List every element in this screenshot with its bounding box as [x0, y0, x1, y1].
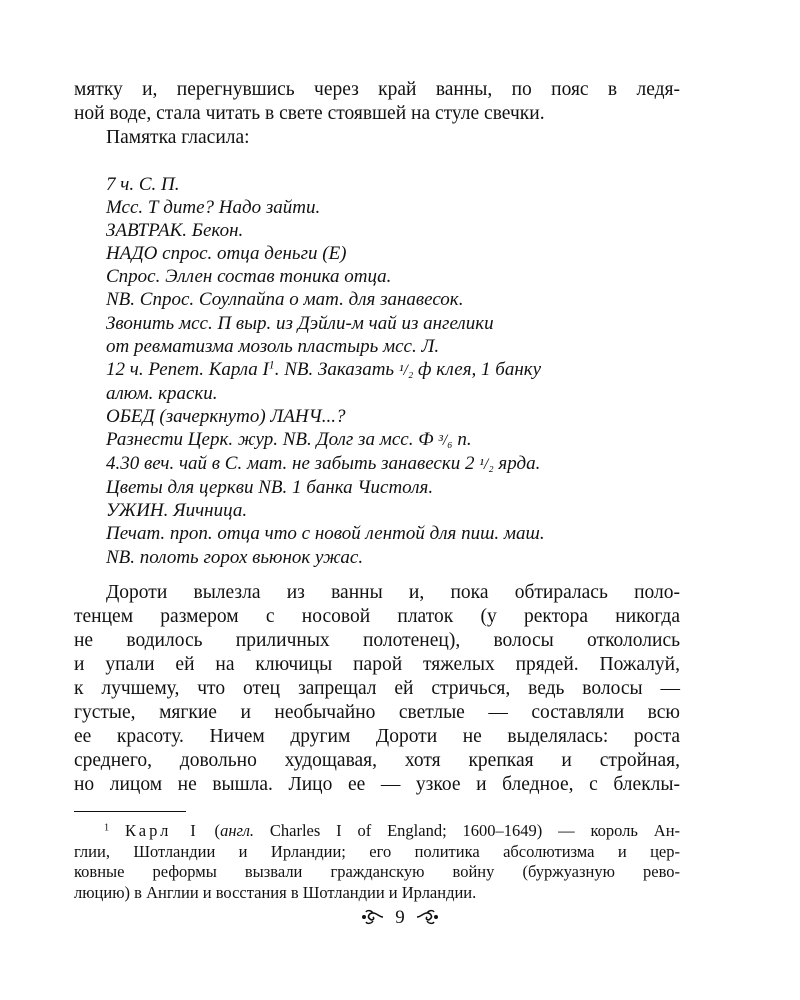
ornament-left-icon — [361, 909, 385, 925]
footnote-line — [74, 821, 680, 842]
footnote-text: ( — [198, 821, 221, 840]
memo-text: ф клея, 1 банку — [413, 358, 542, 380]
memo-line — [106, 358, 545, 382]
memo-line: Мсс. Т дите? Надо зайти. — [106, 197, 321, 219]
memo-text: п. — [452, 429, 472, 451]
memo-line: от ревматизма мозоль пластырь мсс. Л. — [106, 335, 440, 357]
fraction: ¹/₂ — [398, 361, 414, 379]
footnote-line: люцию) в Англии и восстания в Шотландии и Ирландии. — [74, 882, 477, 902]
memo-text: . NB. Заказать — [274, 358, 399, 380]
memo-line: ОБЕД (зачеркнуто) ЛАНЧ...? — [106, 405, 346, 427]
footnote-divider — [74, 811, 186, 812]
page-number: 9 — [395, 907, 405, 928]
memo-text: 4.30 веч. чай в С. мат. не забыть занавески 2 — [106, 453, 480, 475]
memo-line: НАДО спрос. отца деньги (Е) — [106, 243, 347, 265]
memo-line: УЖИН. Яичница. — [106, 500, 248, 522]
memo-text: Разнести Церк. жур. NB. Долг за мсс. Ф — [106, 429, 439, 451]
memo-line — [106, 428, 545, 452]
text-line: но лицом не вышла. Лицо ее — узкое и бледное, с блеклы- — [74, 774, 680, 795]
memo-line: Спрос. Эллен состав тоника отца. — [106, 266, 392, 288]
text-line: ной воде, стала читать в свете стоявшей на стуле свечки. — [74, 103, 545, 124]
fraction: ¹/₂ — [479, 456, 494, 474]
footnote — [74, 821, 680, 903]
footnote-lang: англ. — [220, 821, 255, 840]
footnote-line: ковные реформы вызвали гражданскую войну (буржуазную рево- — [74, 862, 680, 881]
page-footer — [0, 906, 800, 930]
footnote-line: глии, Шотландии и Ирландии; его политика абсолютизма и цер- — [74, 841, 680, 861]
text-line: и упали ей на ключицы парой тяжелых прядей. Пожалуй, — [74, 654, 680, 675]
memo-line — [106, 452, 545, 476]
bottom-paragraph — [74, 581, 680, 797]
top-paragraph — [74, 78, 680, 126]
fraction: ³/₆ — [438, 432, 453, 450]
ornament-right-icon — [415, 909, 439, 925]
memo-line: NB. полоть горох вьюнок ужас. — [106, 546, 364, 568]
memo-text: ярда. — [493, 453, 541, 475]
text-line: среднего, довольно худощавая, хотя крепкая и стройная, — [74, 750, 680, 771]
footnote-marker: 1 — [104, 822, 110, 834]
memo-list — [106, 173, 545, 569]
footnote-text: Charles I of England; 1600–1649) — король Ан- — [254, 821, 681, 840]
text-line: мятку и, перегнувшись через край ванны, по пояс в ледя- — [74, 79, 680, 100]
memo-title: Памятка гласила: — [106, 127, 250, 148]
text-line: тенцем размером с носовой платок (у ректора никогда — [74, 606, 680, 627]
memo-line: NB. Спрос. Соулпайпа о мат. для занавесок. — [106, 289, 464, 311]
text-line: густые, мягкие и необычайно светлые — составляли всю — [74, 702, 680, 723]
memo-line: Печат. проп. отца что с новой лентой для пиш. маш. — [106, 523, 545, 545]
memo-line: алюм. краски. — [106, 382, 218, 404]
text-line: Дороти вылезла из ванны и, пока обтиралась поло- — [106, 582, 680, 603]
memo-text: 12 ч. Репет. Карла I — [106, 358, 269, 380]
memo-line: Цветы для церкви NB. 1 банка Чистоля. — [106, 477, 434, 499]
text-line: к лучшему, что отец запрещал ей стричься, ведь волосы — — [74, 678, 680, 699]
memo-line: 7 ч. С. П. — [106, 174, 180, 195]
text-line: ее красоту. Ничем другим Дороти не выделялась: роста — [74, 726, 680, 747]
memo-line: ЗАВТРАК. Бекон. — [106, 220, 244, 242]
footnote-reference: 1 — [268, 358, 275, 372]
text-line: не водилось приличных полотенец), волосы откололись — [74, 630, 680, 651]
footnote-name: Карл I — [124, 821, 199, 840]
memo-line: Звонить мсс. П выр. из Дэйли-м чай из ангелики — [106, 312, 494, 334]
